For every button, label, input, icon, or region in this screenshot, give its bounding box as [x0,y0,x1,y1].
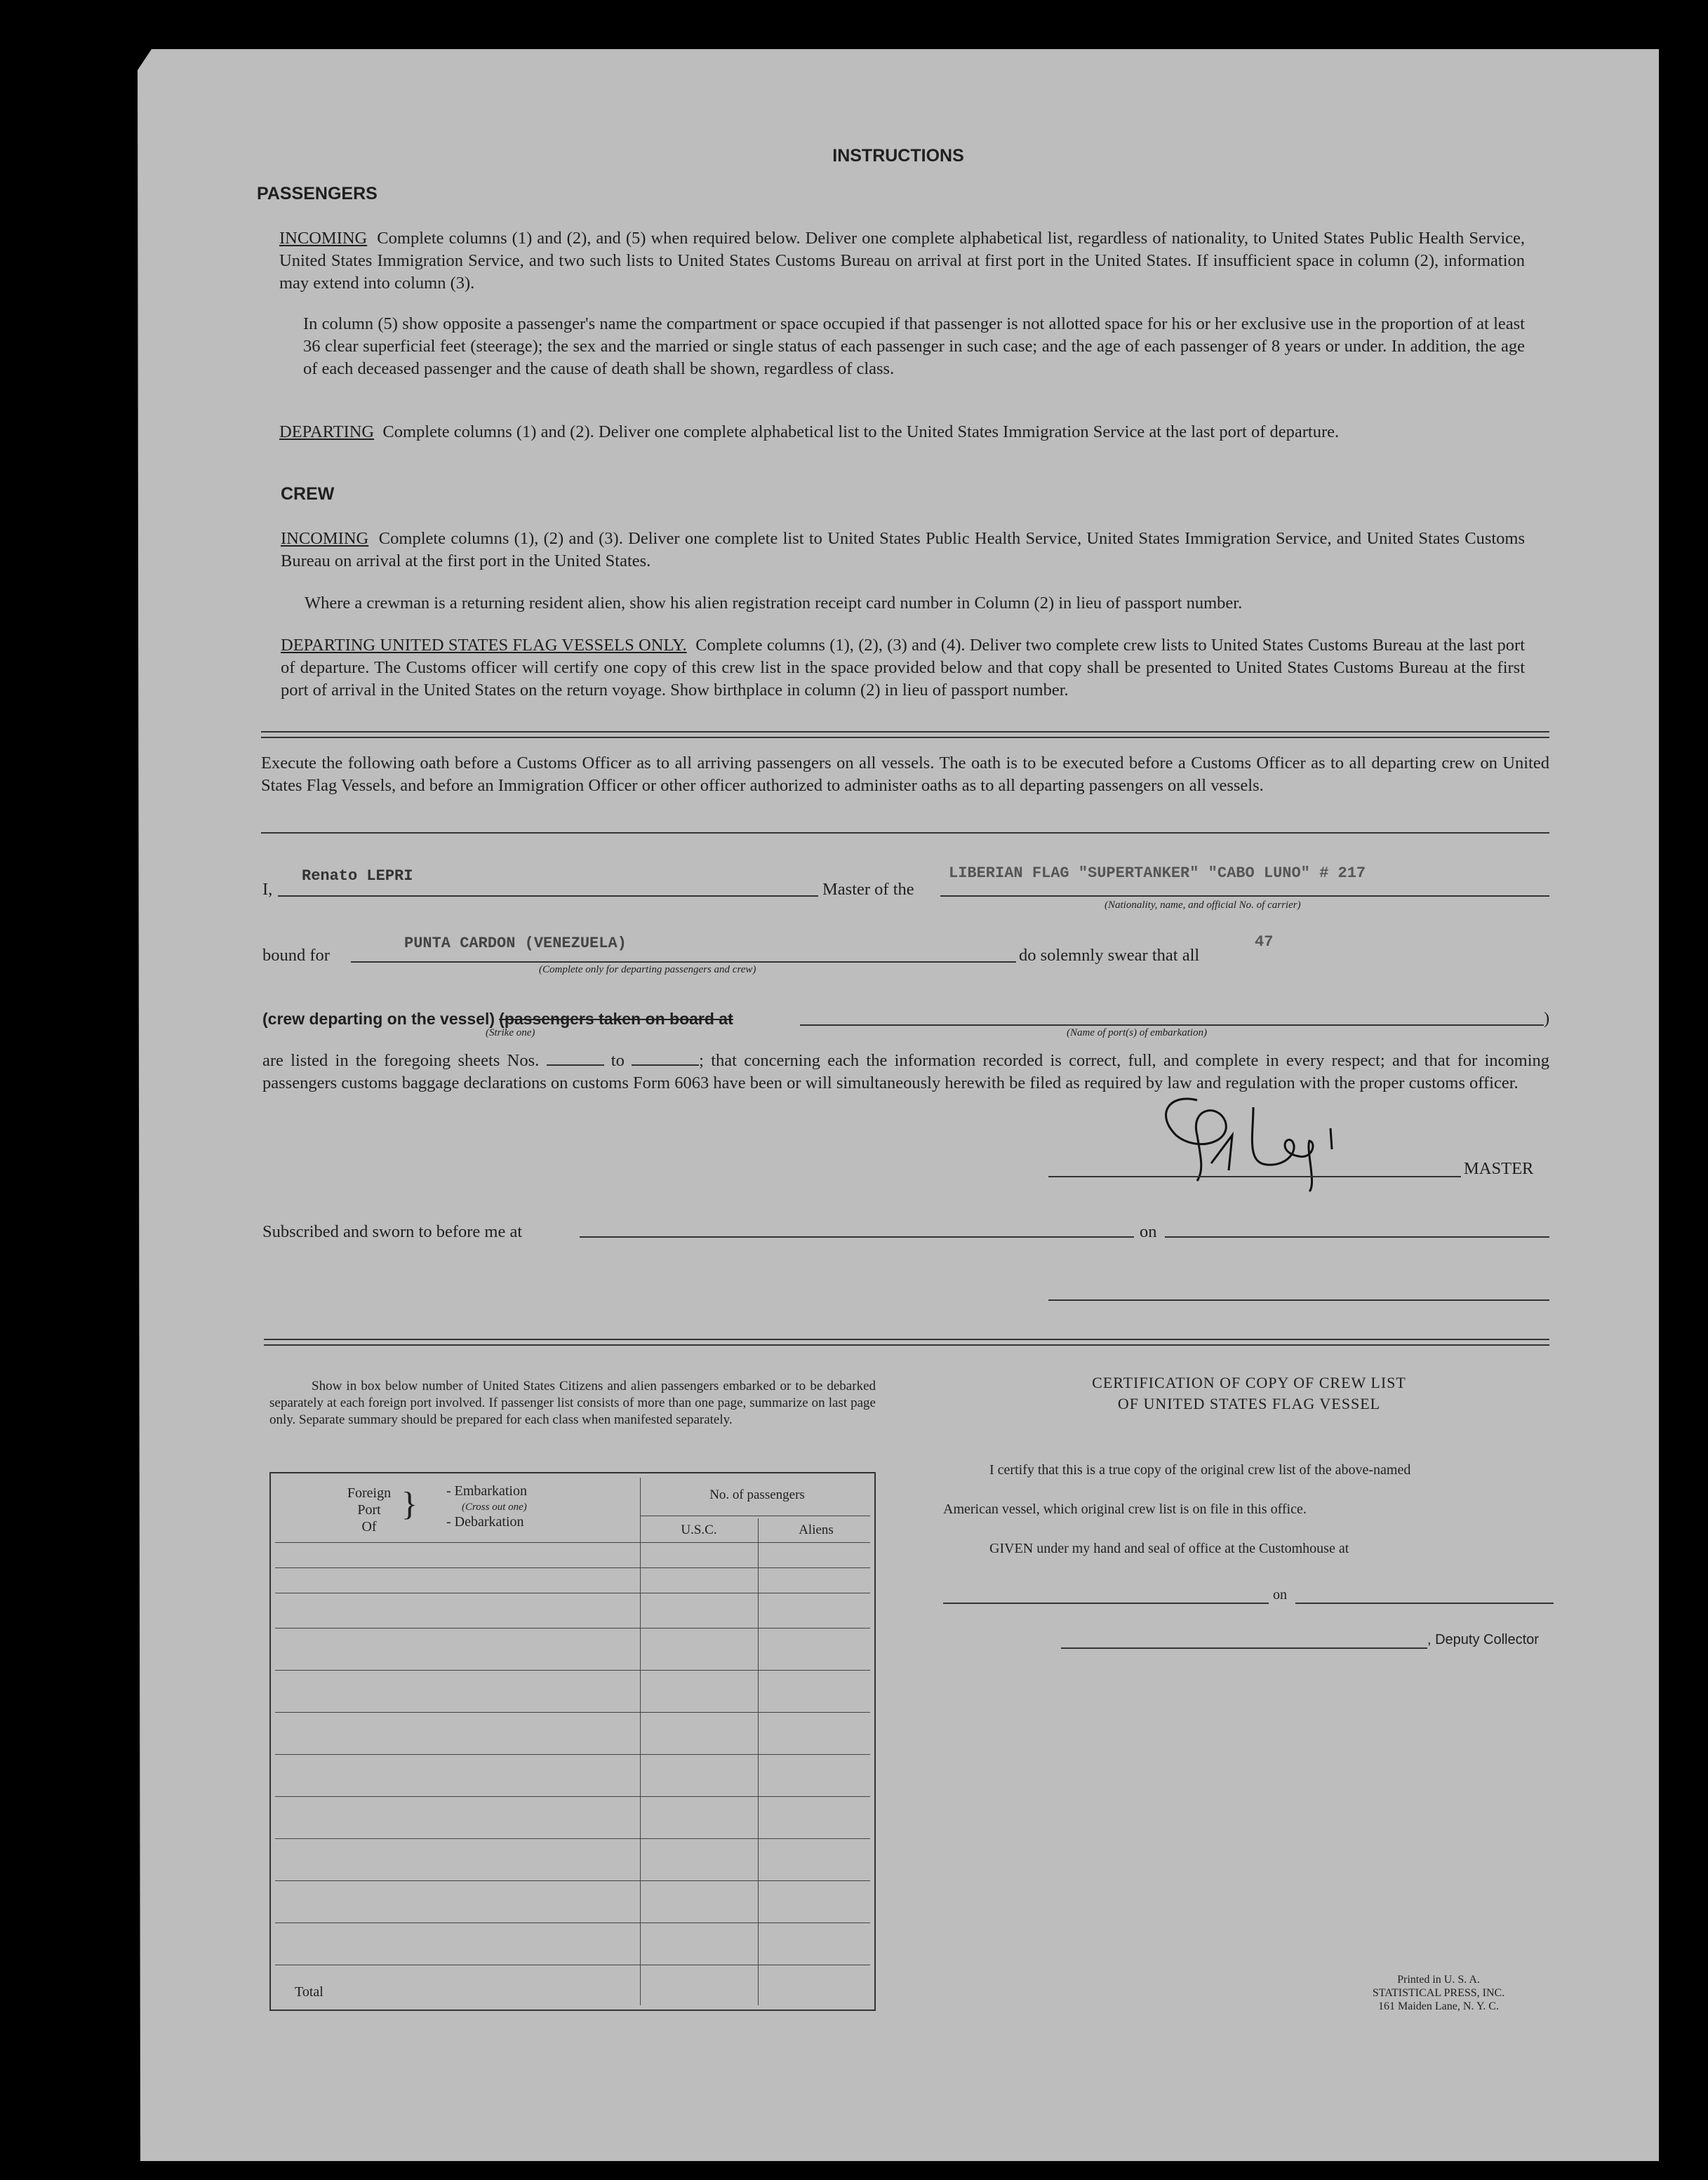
printer-line-3: 161 Maiden Lane, N. Y. C. [1378,2000,1499,2012]
col-port-line-1: Foreign [347,1485,392,1501]
col-port-line-3: Of [361,1519,377,1534]
crew-departing-option[interactable]: (crew departing on the vessel) [262,1010,495,1028]
passengers-departing-text: Complete columns (1) and (2). Deliver one complete alphabetical list to the United States Immigration Service at the last port of departure. [382,422,1340,441]
strike-caption: (Strike one) [486,1027,535,1038]
col-port-line-2: Port [357,1502,381,1518]
table-row [275,1880,870,1881]
master-signature-line[interactable] [1048,1176,1461,1177]
subscribed-date-line[interactable] [1165,1236,1549,1238]
debarkation-label[interactable]: - Debarkation [446,1514,524,1530]
crew-departing-paragraph [281,634,1525,702]
printer-line-2: STATISTICAL PRESS, INC. [1372,1987,1505,1999]
table-row [275,1712,870,1713]
deputy-signature-line[interactable] [1061,1647,1427,1649]
certification-heading-2: OF UNITED STATES FLAG VESSEL [1117,1395,1381,1412]
lower-divider [264,1339,1549,1346]
usc-header: U.S.C. [681,1523,717,1537]
passengers-departing-label: DEPARTING [279,422,375,441]
crew-incoming-paragraph [281,528,1525,573]
master-signature [1148,1086,1429,1198]
vessel-field[interactable]: LIBERIAN FLAG "SUPERTANKER" "CABO LUNO" # 217 [949,864,1366,882]
bound-for-caption: (Complete only for departing passengers and crew) [539,964,756,975]
given-line: GIVEN under my hand and seal of office at the Customhouse at [989,1541,1349,1556]
bound-for-line [351,961,1016,963]
table-row [275,1838,870,1839]
table-row [275,1670,870,1671]
brace-icon: } [401,1485,418,1523]
col-port-header [341,1485,397,1535]
certification-heading-1: CERTIFICATION OF COPY OF CREW LIST [1092,1374,1406,1391]
passengers-taken-option[interactable]: (passengers taken on board at [499,1010,733,1028]
sheet-to-field[interactable] [632,1050,699,1066]
subscribed-on-label: on [1140,1222,1157,1241]
passengers-incoming-paragraph [279,227,1525,295]
crew-departing-label: DEPARTING UNITED STATES FLAG VESSELS ONLY. [281,636,687,655]
oath-divider [261,832,1549,834]
table-col-divider [758,1518,759,2005]
listed-text-1: are listed in the foregoing sheets Nos. [262,1051,540,1070]
close-paren: ) [1544,1009,1550,1028]
listed-text-2: ; that concerning each the information recorded is correct, full, and complete in every respect; and that for incoming passengers customs baggage declarations on customs Form 6063 have been or will simultaneously herewith be filed as required by law and regulation with the proper customs officer. [262,1051,1550,1092]
passengers-departing-paragraph [279,421,1525,443]
subscribed-label: Subscribed and sworn to before me at [262,1222,523,1241]
page-title: INSTRUCTIONS [832,146,964,166]
printer-line-1: Printed in U. S. A. [1397,1974,1480,1986]
vessel-caption: (Nationality, name, and official No. of carrier) [1105,900,1301,911]
bound-for-field[interactable]: PUNTA CARDON (VENEZUELA) [404,935,627,952]
bound-for-label: bound for [262,946,330,965]
oath-execute-paragraph: Execute the following oath before a Customs Officer as to all arriving passengers on all vessels. The oath is to be executed before a Customs Officer as to all departing crew on United States Flag Vessels, and before an Immigration Officer or other officer authorized to administer oaths as to all departing passengers on all vessels. [261,754,1549,795]
master-label: MASTER [1464,1159,1534,1178]
listed-to: to [611,1051,625,1070]
swear-label: do solemnly swear that all [1019,946,1200,965]
table-row [275,1628,870,1629]
master-of-label: Master of the [822,880,914,899]
passengers-incoming-text: Complete columns (1) and (2), and (5) when required below. Deliver one complete alphabetical list, regardless of nationality, to United States Public Health Service, United States Immigration Service, and two such lists to United States Customs Bureau on arrival at first port in the United States. If insufficient space in column (2), information may extend into column (3). [279,229,1526,293]
crew-incoming-text: Complete columns (1), (2) and (3). Deliver one complete list to United States Public Health Service, United States Immigration Service, and United States Customs Bureau on arrival at the first port in the United States. [281,529,1525,570]
table-row [275,1922,870,1923]
sheet-from-field[interactable] [547,1050,604,1066]
table-header-bottom [275,1542,870,1543]
count-field[interactable]: 47 [1255,933,1274,951]
crew-heading: CREW [281,484,335,504]
printer-imprint [1333,1973,1544,2013]
crew-returning-paragraph: Where a crewman is a returning resident alien, show his alien registration receipt card number in Column (2) in lieu of passport number. [305,594,1243,613]
embarkation-label[interactable]: - Embarkation [446,1483,527,1499]
passengers-heading: PASSENGERS [257,184,378,203]
embarkation-ports-line [800,1024,1544,1026]
passenger-summary-table [269,1472,876,2011]
total-label: Total [295,1984,323,2000]
deputy-collector-label: , Deputy Collector [1427,1632,1539,1647]
certification-on-label: on [1273,1587,1287,1603]
crew-incoming-label: INCOMING [281,529,369,548]
table-col-divider [640,1478,641,2005]
table-row [275,1567,870,1568]
vessel-line [940,895,1549,897]
summary-instructions: Show in box below number of United States Citizens and alien passengers embarked or to be debarked separately at each foreign port involved. If passenger list consists of more than one page, summarize on last page only. Separate summary should be prepared for each class when manifested separately. [269,1379,876,1427]
passengers-column5-paragraph: In column (5) show opposite a passenger's name the compartment or space occupied if that passenger is not allotted space for his or her exclusive use in the proportion of at least 36 clear superficial feet (steerage); the sex and the married or single status of each passenger in such case; and the age of each passenger of 8 years or under. In addition, the age of each deceased passenger and the cause of death shall be shown, regardless of class. [303,314,1525,378]
subscribed-place-line[interactable] [580,1236,1134,1238]
certify-line-2: American vessel, which original crew list is on file in this office. [943,1502,1307,1517]
table-row [275,1754,870,1755]
aliens-header: Aliens [799,1523,834,1537]
cross-out-caption: (Cross out one) [462,1502,527,1513]
customhouse-place-line[interactable] [943,1603,1269,1604]
master-name-field[interactable]: Renato LEPRI [302,867,413,885]
master-name-line [278,895,818,897]
certify-line-1: I certify that this is a true copy of the original crew list of the above-named [989,1462,1411,1478]
table-row [275,1796,870,1797]
section-divider [261,731,1549,738]
oath-i-label: I, [262,880,273,899]
crew-departing-text: Complete columns (1), (2), (3) and (4). Deliver two complete crew lists to United States Customs Bureau at the last port of departure. The Customs officer will certify one copy of this crew list in the space provided below and that copy shall be presented to United States Customs Bureau at the first port of arrival in the United States on the return voyage. Show birthplace in column (2) in lieu of passport number. [281,636,1525,700]
no-passengers-header: No. of passengers [709,1487,805,1502]
passengers-incoming-label: INCOMING [279,229,368,248]
certification-date-line[interactable] [1295,1603,1554,1604]
ports-caption: (Name of port(s) of embarkation) [1067,1027,1207,1038]
officer-signature-line[interactable] [1048,1299,1549,1301]
certification-heading [982,1372,1516,1415]
